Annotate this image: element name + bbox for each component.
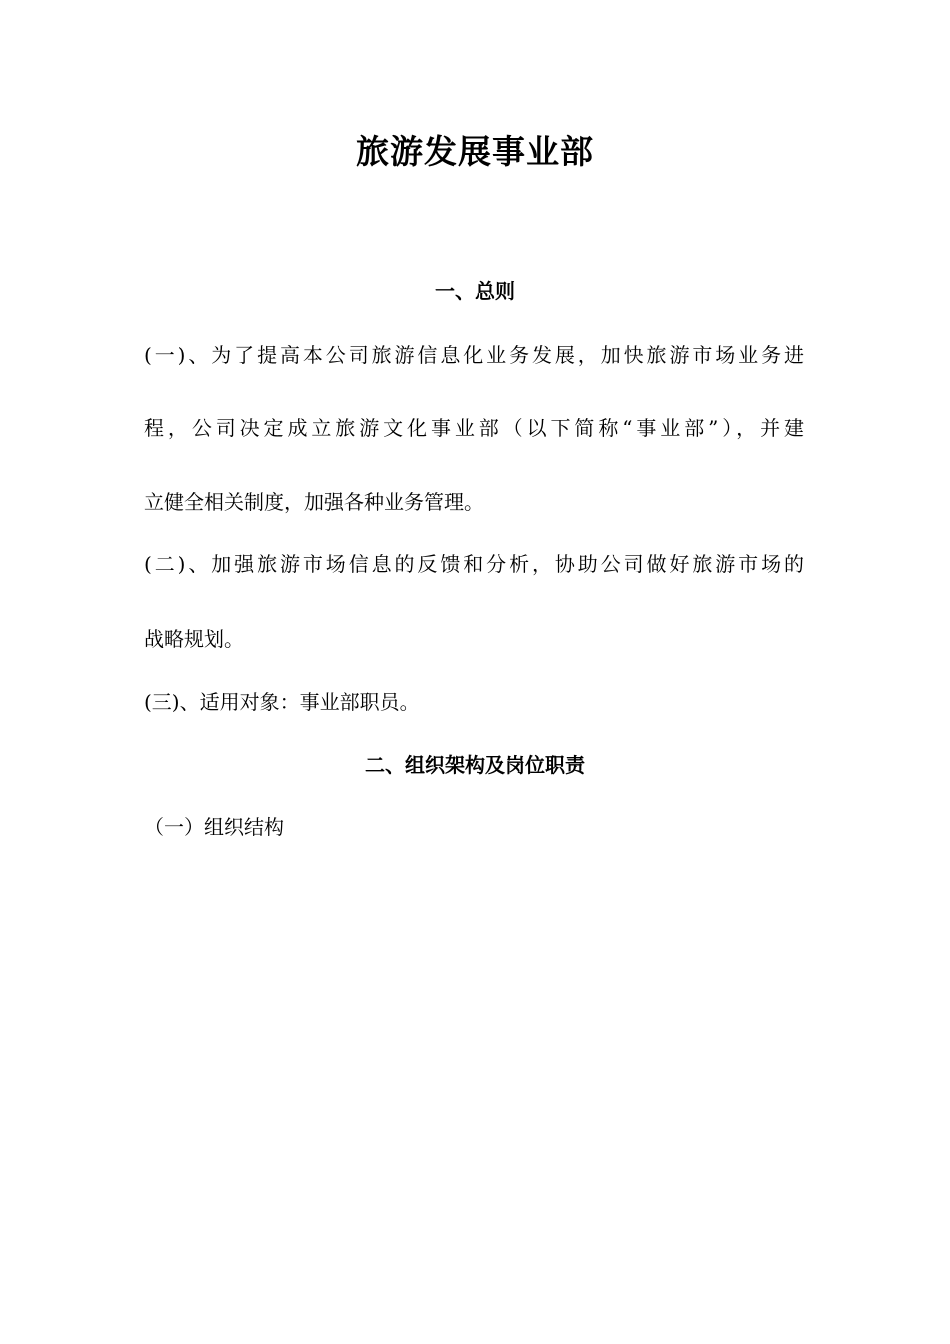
subsection-heading: （一）组织结构	[144, 815, 284, 839]
paragraph-line: (三)、适用对象：事业部职员。	[144, 690, 420, 714]
paragraph-line: (二)、加强旅游市场信息的反馈和分析，协助公司做好旅游市场的	[144, 552, 804, 576]
section-heading-organization: 二、组织架构及岗位职责	[365, 753, 585, 777]
document-title: 旅游发展事业部	[356, 132, 594, 171]
paragraph-line: 程，公司决定成立旅游文化事业部（以下简称“事业部”），并建	[144, 416, 804, 440]
section-heading-general: 一、总则	[435, 279, 515, 303]
paragraph-line: 战略规划。	[144, 627, 244, 651]
paragraph-line: 立健全相关制度，加强各种业务管理。	[144, 490, 484, 514]
paragraph-line: (一)、为了提高本公司旅游信息化业务发展，加快旅游市场业务进	[144, 343, 804, 367]
